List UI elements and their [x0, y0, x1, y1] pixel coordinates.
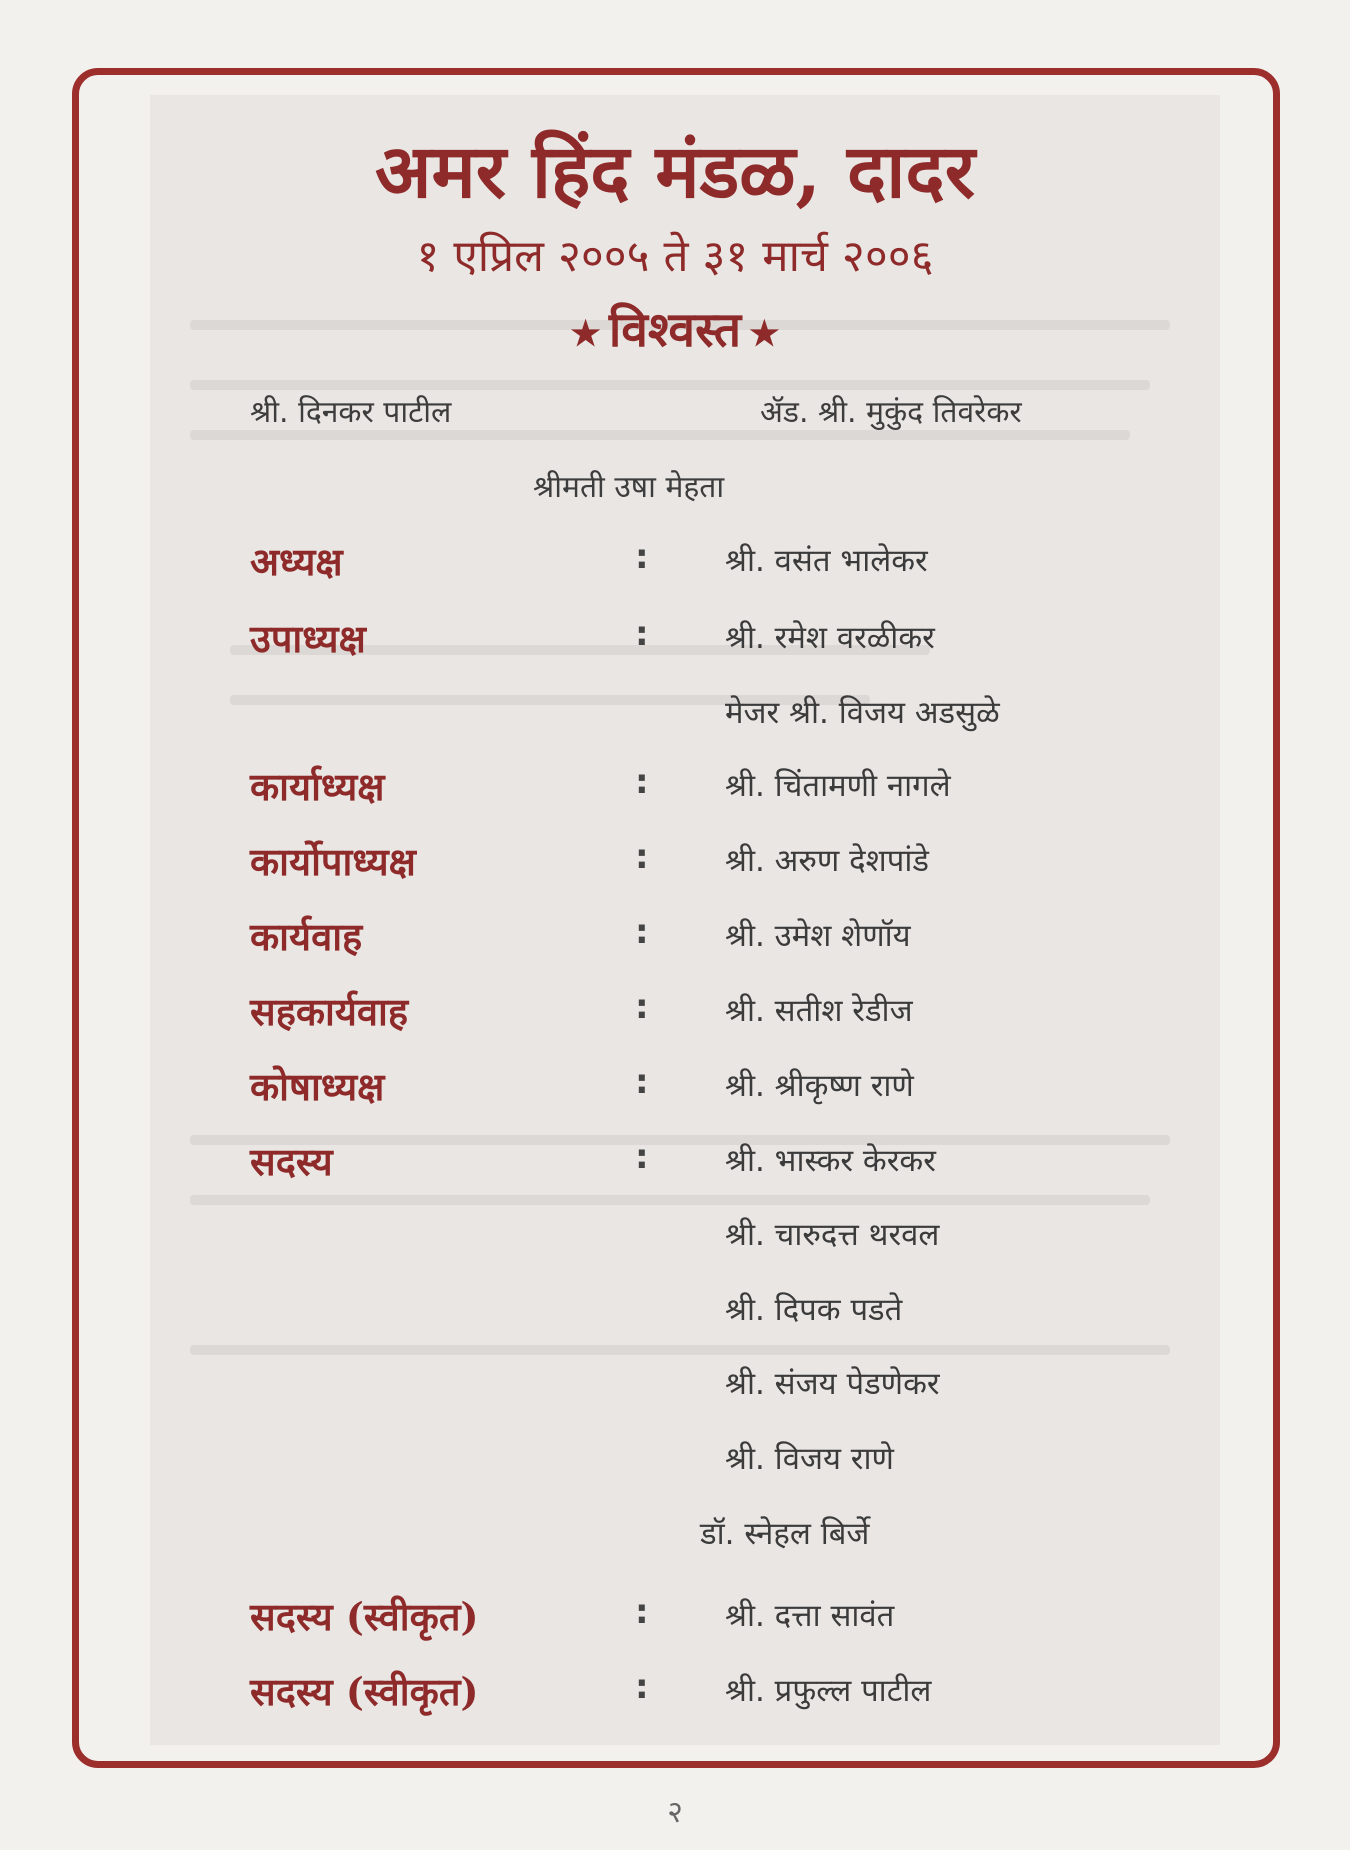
member-name: श्री. वसंत भालेकर [725, 543, 928, 579]
separator-colon: : [635, 1667, 649, 1707]
member-name: मेजर श्री. विजय अडसुळे [725, 695, 1000, 731]
role-label: कार्यवाह [250, 914, 363, 959]
separator-colon: : [635, 1592, 649, 1632]
member-name: श्री. रमेश वरळीकर [725, 620, 935, 656]
member-name: श्री. प्रफुल्ल पाटील [725, 1673, 932, 1709]
member-name: श्री. चारुदत्त थरवल [725, 1217, 940, 1253]
role-label: सदस्य (स्वीकृत) [250, 1669, 479, 1714]
committee-row [250, 760, 1200, 820]
member-name: श्री. उमेश शेणॉय [725, 918, 911, 954]
committee-row [250, 1665, 1200, 1725]
role-label: कार्योपाध्यक्ष [250, 839, 416, 884]
committee-row [250, 835, 1200, 895]
star-icon: ★ [749, 313, 780, 354]
committee-row [250, 687, 1200, 747]
member-name: श्री. भास्कर केरकर [725, 1143, 936, 1179]
committee-row [250, 535, 1200, 595]
member-name: श्री. दिपक पडते [725, 1292, 903, 1328]
role-label: सहकार्यवाह [250, 989, 409, 1034]
trustee-right: ॲड. श्री. मुकुंद तिवरेकर [760, 395, 1022, 430]
separator-colon: : [635, 762, 649, 802]
member-name: डॉ. स्नेहल बिर्जे [700, 1516, 870, 1552]
separator-colon: : [635, 1062, 649, 1102]
separator-colon: : [635, 912, 649, 952]
member-name: श्री. श्रीकृष्ण राणे [725, 1068, 914, 1104]
role-label: उपाध्यक्ष [250, 616, 366, 661]
separator-colon: : [635, 987, 649, 1027]
role-label: सदस्य [250, 1139, 333, 1184]
member-name: श्री. चिंतामणी नागले [725, 768, 951, 804]
committee-row [250, 1590, 1200, 1650]
member-name: श्री. अरुण देशपांडे [725, 843, 929, 879]
separator-colon: : [635, 537, 649, 577]
committee-row [250, 910, 1200, 970]
role-label: अध्यक्ष [250, 539, 343, 584]
member-name: श्री. सतीश रेडीज [725, 993, 913, 1029]
role-label: सदस्य (स्वीकृत) [250, 1594, 479, 1639]
trustee-left: श्री. दिनकर पाटील [250, 395, 452, 430]
committee-row [250, 985, 1200, 1045]
member-name: श्री. संजय पेडणेकर [725, 1366, 940, 1402]
committee-row [250, 1060, 1200, 1120]
separator-colon: : [635, 837, 649, 877]
committee-row [250, 1135, 1200, 1195]
trustees-heading-text: विश्वस्त [608, 302, 742, 358]
separator-colon: : [635, 614, 649, 654]
date-range: १ एप्रिल २००५ ते ३१ मार्च २००६ [416, 231, 934, 282]
role-label: कोषाध्यक्ष [250, 1064, 385, 1109]
trustee-center: श्रीमती उषा मेहता [533, 470, 725, 505]
member-name: श्री. विजय राणे [725, 1441, 894, 1477]
star-icon: ★ [570, 313, 601, 354]
organization-title: अमर हिंद मंडळ, दादर [375, 129, 975, 215]
committee-row [250, 612, 1200, 672]
member-name: श्री. दत्ता सावंत [725, 1598, 895, 1634]
page-number: २ [667, 1795, 683, 1830]
separator-colon: : [635, 1137, 649, 1177]
role-label: कार्याध्यक्ष [250, 764, 385, 809]
trustees-heading [0, 296, 1350, 361]
